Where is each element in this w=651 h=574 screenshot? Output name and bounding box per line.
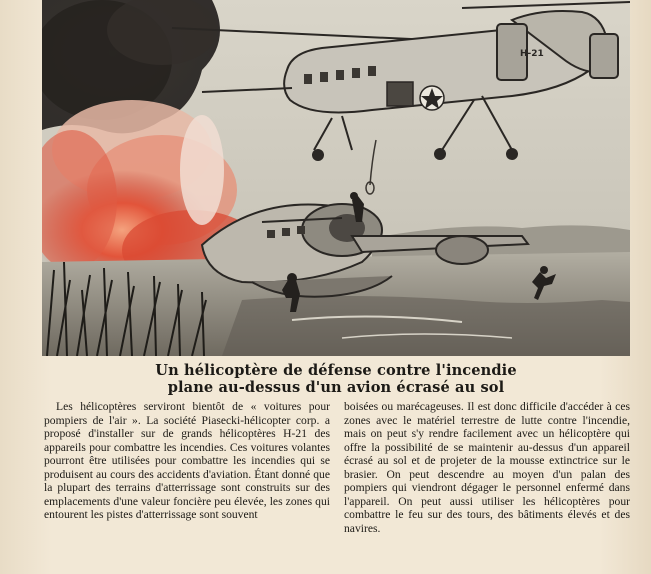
headline-line-1: Un hélicoptère de défense contre l'incendie (155, 362, 517, 379)
helicopter-crash-scene-illustration (42, 0, 630, 356)
helicopter-door (387, 82, 413, 106)
illustration-drawing (42, 0, 630, 356)
article-column-left (44, 400, 330, 570)
article-column-right (344, 400, 630, 570)
article-paragraph-right: boisées ou marécageuses. Il est donc difficile d'accéder à ces zones avec le matériel terrestre de lutte contre l'incendie, mais on peut s'y rendre facilement avec un hélicoptère qui offre la possibilité de se maintenir au-dessus d'un appareil écrasé au sol et de projeter de la mousse extinctrice sur le brasier. On peut descendre au moyen d'un palan des pompiers qui viendront dégager le personnel enfermé dans l'appareil. On peut aussi utiliser les hélicoptères pour combattre le feu sur des tours, des bâtiments élevés et des navires. (344, 400, 630, 535)
headline-line-2: plane au-dessus d'un avion écrasé au sol (167, 379, 505, 396)
article-paragraph-left: Les hélicoptères serviront bientôt de « voitures pour pompiers de l'air ». La société Piasecki-hélicopter corp. a proposé d'installer sur de grands hélicoptères H-21 des appareils pour combattre les incendies. Ces voitures volantes pourront être utilisées pour combattre les incendies qui se produisent au cours des accidents d'aviation. Étant donné que la plupart des terrains d'atterrissage sont construits sur des emplacements d'une valeur foncière peu élevée, les zones qui entourent les pistes d'atterrissage sont souvent (44, 400, 330, 521)
article-body (44, 400, 630, 570)
article-headline (42, 362, 630, 396)
helicopter-marking: H-21 (520, 49, 544, 59)
airplane-engine (436, 236, 488, 264)
